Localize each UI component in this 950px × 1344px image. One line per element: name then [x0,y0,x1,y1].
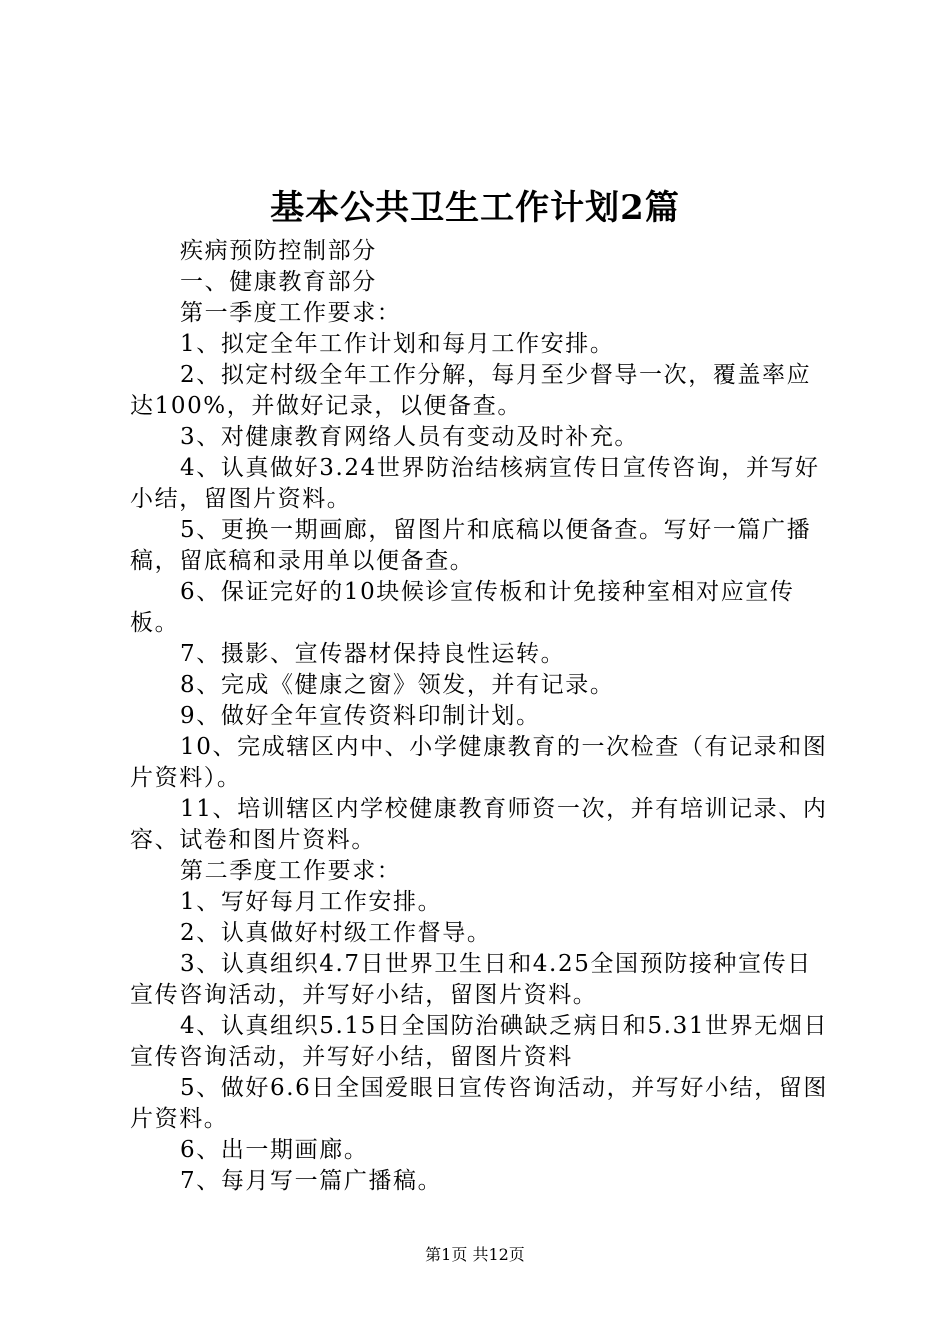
list-item: 6、保证完好的10块候诊宣传板和计免接种室相对应宣传板。 [130,579,795,636]
list-item: 7、每月写一篇广播稿。 [180,1168,443,1194]
section-heading: 疾病预防控制部分 [180,238,377,264]
list-item: 11、培训辖区内学校健康教育师资一次，并有培训记录、内容、试卷和图片资料。 [130,796,828,853]
list-item: 1、拟定全年工作计划和每月工作安排。 [180,331,615,357]
document-body [130,236,830,1197]
list-item: 4、认真组织5.15日全国防治碘缺乏病日和5.31世界无烟日宣传咨询活动，并写好小结，留图片资料 [130,1013,829,1070]
list-item: 10、完成辖区内中、小学健康教育的一次检查（有记录和图片资料）。 [130,734,828,791]
list-item: 5、做好6.6日全国爱眼日宣传咨询活动，并写好小结，留图片资料。 [130,1075,829,1132]
page-number-footer: 第1页 共12页 [425,1245,525,1264]
subsection-heading: 一、健康教育部分 [180,269,377,295]
list-item: 3、认真组织4.7日世界卫生日和4.25全国预防接种宣传日宣传咨询活动，并写好小结，留图片资料。 [130,951,812,1008]
list-item: 1、写好每月工作安排。 [180,889,443,915]
list-item: 2、认真做好村级工作督导。 [180,920,492,946]
quarter-heading: 第一季度工作要求： [180,300,402,326]
list-item: 4、认真做好3.24世界防治结核病宣传日宣传咨询，并写好小结，留图片资料。 [130,455,820,512]
list-item: 3、对健康教育网络人员有变动及时补充。 [180,424,640,450]
list-item: 5、更换一期画廊，留图片和底稿以便备查。写好一篇广播稿，留底稿和录用单以便备查。 [130,517,812,574]
list-item: 7、摄影、宣传器材保持良性运转。 [180,641,566,667]
list-item: 8、完成《健康之窗》领发，并有记录。 [180,672,615,698]
list-item: 9、做好全年宣传资料印制计划。 [180,703,541,729]
list-item: 2、拟定村级全年工作分解，每月至少督导一次，覆盖率应达100%，并做好记录，以便备查。 [130,362,812,419]
document-title: 基本公共卫生工作计划2篇 [270,188,680,228]
list-item: 6、出一期画廊。 [180,1137,369,1163]
quarter-heading: 第二季度工作要求： [180,858,402,884]
